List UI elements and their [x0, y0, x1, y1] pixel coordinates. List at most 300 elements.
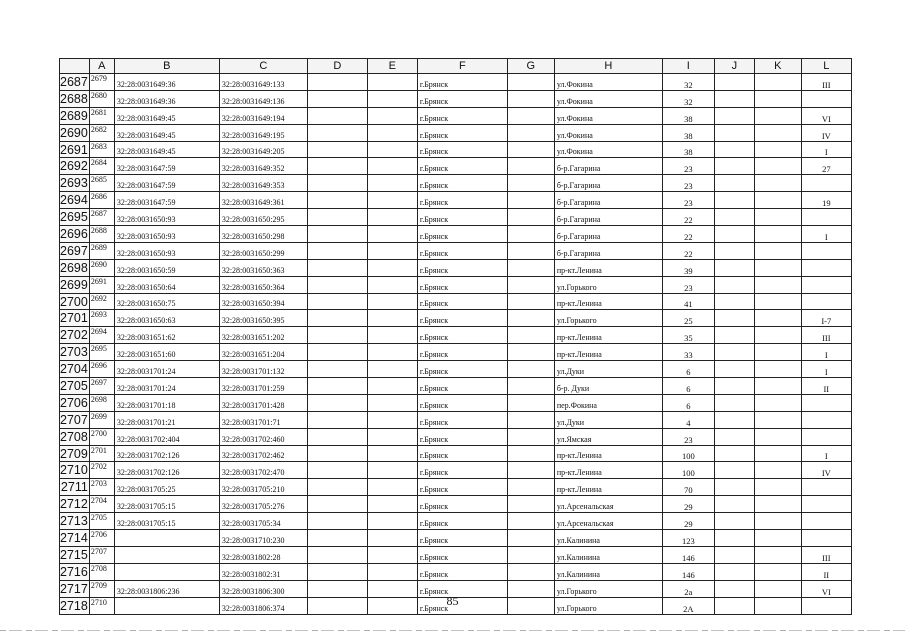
cell-k[interactable] — [754, 90, 801, 107]
cell-d[interactable] — [307, 496, 367, 513]
cell-f[interactable]: г.Брянск — [417, 597, 507, 614]
cell-h[interactable]: ул.Фокина — [554, 141, 662, 158]
cell-a[interactable]: 2683 — [89, 141, 114, 158]
cell-b[interactable]: 32:28:0031705:15 — [114, 513, 219, 530]
cell-f[interactable]: г.Брянск — [417, 141, 507, 158]
cell-i[interactable]: 22 — [662, 209, 714, 226]
cell-d[interactable] — [307, 479, 367, 496]
cell-g[interactable] — [507, 344, 554, 361]
cell-c[interactable]: 32:28:0031710:230 — [219, 530, 307, 547]
cell-c[interactable]: 32:28:0031650:395 — [219, 310, 307, 327]
cell-h[interactable]: пр-кт.Ленина — [554, 344, 662, 361]
row-number[interactable]: 2713 — [60, 514, 88, 529]
cell-d[interactable] — [307, 242, 367, 259]
cell-e[interactable] — [367, 158, 417, 175]
cell-l[interactable] — [801, 209, 851, 226]
cell-b[interactable]: 32:28:0031649:45 — [114, 124, 219, 141]
column-header-d[interactable]: D — [307, 59, 367, 74]
cell-h[interactable]: ул.Дуки — [554, 361, 662, 378]
cell-g[interactable] — [507, 276, 554, 293]
cell-g[interactable] — [507, 175, 554, 192]
cell-l[interactable] — [801, 242, 851, 259]
row-number[interactable]: 2689 — [60, 108, 88, 123]
cell-d[interactable] — [307, 293, 367, 310]
cell-b[interactable]: 32:28:0031650:64 — [114, 276, 219, 293]
cell-i[interactable]: 2А — [662, 597, 714, 614]
cell-e[interactable] — [367, 192, 417, 209]
cell-f[interactable]: г.Брянск — [417, 580, 507, 597]
cell-i[interactable]: 6 — [662, 361, 714, 378]
row-number[interactable]: 2708 — [60, 429, 88, 444]
cell-f[interactable]: г.Брянск — [417, 175, 507, 192]
cell-h[interactable]: б-р.Гагарина — [554, 158, 662, 175]
cell-b[interactable]: 32:28:0031701:24 — [114, 361, 219, 378]
cell-l[interactable]: 27 — [801, 158, 851, 175]
cell-j[interactable] — [714, 394, 754, 411]
cell-b[interactable]: 32:28:0031651:60 — [114, 344, 219, 361]
cell-f[interactable]: г.Брянск — [417, 226, 507, 243]
row-number[interactable]: 2702 — [60, 328, 88, 343]
cell-g[interactable] — [507, 428, 554, 445]
cell-d[interactable] — [307, 141, 367, 158]
cell-d[interactable] — [307, 361, 367, 378]
cell-d[interactable] — [307, 344, 367, 361]
cell-k[interactable] — [754, 394, 801, 411]
cell-f[interactable]: г.Брянск — [417, 310, 507, 327]
row-number[interactable]: 2690 — [60, 125, 88, 140]
cell-d[interactable] — [307, 462, 367, 479]
cell-a[interactable]: 2680 — [89, 90, 114, 107]
cell-d[interactable] — [307, 209, 367, 226]
row-number[interactable]: 2687 — [60, 74, 88, 89]
cell-b[interactable]: 32:28:0031705:15 — [114, 496, 219, 513]
cell-f[interactable]: г.Брянск — [417, 361, 507, 378]
cell-l[interactable]: VI — [801, 580, 851, 597]
cell-c[interactable]: 32:28:0031701:428 — [219, 394, 307, 411]
cell-h[interactable]: б-р. Дуки — [554, 378, 662, 395]
cell-i[interactable]: 23 — [662, 428, 714, 445]
cell-a[interactable]: 2691 — [89, 276, 114, 293]
cell-d[interactable] — [307, 445, 367, 462]
cell-h[interactable]: ул.Калинина — [554, 546, 662, 563]
cell-i[interactable]: 33 — [662, 344, 714, 361]
cell-i[interactable]: 32 — [662, 74, 714, 91]
cell-b[interactable]: 32:28:0031649:45 — [114, 107, 219, 124]
cell-f[interactable]: г.Брянск — [417, 546, 507, 563]
cell-b[interactable]: 32:28:0031702:126 — [114, 462, 219, 479]
cell-e[interactable] — [367, 479, 417, 496]
row-number[interactable]: 2705 — [60, 378, 88, 393]
cell-f[interactable]: г.Брянск — [417, 209, 507, 226]
cell-c[interactable]: 32:28:0031702:460 — [219, 428, 307, 445]
cell-c[interactable]: 32:28:0031650:299 — [219, 242, 307, 259]
cell-i[interactable]: 146 — [662, 546, 714, 563]
cell-a[interactable]: 2687 — [89, 209, 114, 226]
cell-e[interactable] — [367, 310, 417, 327]
cell-f[interactable]: г.Брянск — [417, 293, 507, 310]
column-header-b[interactable]: B — [114, 59, 219, 74]
cell-d[interactable] — [307, 394, 367, 411]
cell-g[interactable] — [507, 209, 554, 226]
row-number[interactable]: 2711 — [60, 480, 88, 495]
cell-a[interactable]: 2679 — [89, 74, 114, 91]
cell-b[interactable]: 32:28:0031651:62 — [114, 327, 219, 344]
cell-c[interactable]: 32:28:0031649:353 — [219, 175, 307, 192]
cell-i[interactable]: 23 — [662, 192, 714, 209]
cell-h[interactable]: б-р.Гагарина — [554, 226, 662, 243]
cell-j[interactable] — [714, 344, 754, 361]
cell-a[interactable]: 2698 — [89, 394, 114, 411]
cell-d[interactable] — [307, 310, 367, 327]
cell-e[interactable] — [367, 530, 417, 547]
cell-h[interactable]: ул.Горького — [554, 580, 662, 597]
cell-e[interactable] — [367, 378, 417, 395]
cell-h[interactable]: ул.Арсенальская — [554, 513, 662, 530]
cell-e[interactable] — [367, 428, 417, 445]
cell-k[interactable] — [754, 327, 801, 344]
cell-l[interactable]: III — [801, 74, 851, 91]
cell-a[interactable]: 2694 — [89, 327, 114, 344]
cell-j[interactable] — [714, 462, 754, 479]
cell-i[interactable]: 39 — [662, 259, 714, 276]
cell-j[interactable] — [714, 293, 754, 310]
cell-a[interactable]: 2701 — [89, 445, 114, 462]
row-number[interactable]: 2688 — [60, 91, 88, 106]
cell-k[interactable] — [754, 344, 801, 361]
cell-k[interactable] — [754, 530, 801, 547]
column-header-a[interactable]: A — [89, 59, 114, 74]
cell-b[interactable]: 32:28:0031650:59 — [114, 259, 219, 276]
cell-e[interactable] — [367, 242, 417, 259]
cell-d[interactable] — [307, 546, 367, 563]
cell-k[interactable] — [754, 428, 801, 445]
cell-g[interactable] — [507, 226, 554, 243]
cell-h[interactable]: ул.Горького — [554, 597, 662, 614]
column-header-f[interactable]: F — [417, 59, 507, 74]
cell-e[interactable] — [367, 361, 417, 378]
cell-c[interactable]: 32:28:0031802:31 — [219, 563, 307, 580]
cell-j[interactable] — [714, 310, 754, 327]
cell-c[interactable]: 32:28:0031649:133 — [219, 74, 307, 91]
cell-d[interactable] — [307, 259, 367, 276]
cell-l[interactable] — [801, 259, 851, 276]
cell-i[interactable]: 146 — [662, 563, 714, 580]
cell-e[interactable] — [367, 107, 417, 124]
cell-k[interactable] — [754, 563, 801, 580]
cell-a[interactable]: 2708 — [89, 563, 114, 580]
cell-a[interactable]: 2682 — [89, 124, 114, 141]
cell-c[interactable]: 32:28:0031649:361 — [219, 192, 307, 209]
cell-c[interactable]: 32:28:0031650:298 — [219, 226, 307, 243]
cell-g[interactable] — [507, 411, 554, 428]
cell-a[interactable]: 2706 — [89, 530, 114, 547]
cell-e[interactable] — [367, 293, 417, 310]
cell-a[interactable]: 2693 — [89, 310, 114, 327]
cell-c[interactable]: 32:28:0031802:28 — [219, 546, 307, 563]
cell-e[interactable] — [367, 124, 417, 141]
cell-f[interactable]: г.Брянск — [417, 394, 507, 411]
cell-a[interactable]: 2702 — [89, 462, 114, 479]
cell-a[interactable]: 2696 — [89, 361, 114, 378]
cell-j[interactable] — [714, 479, 754, 496]
cell-c[interactable]: 32:28:0031701:259 — [219, 378, 307, 395]
cell-i[interactable]: 100 — [662, 445, 714, 462]
cell-j[interactable] — [714, 209, 754, 226]
cell-k[interactable] — [754, 107, 801, 124]
cell-c[interactable]: 32:28:0031705:276 — [219, 496, 307, 513]
column-header-j[interactable]: J — [714, 59, 754, 74]
cell-h[interactable]: пр-кт.Ленина — [554, 462, 662, 479]
cell-h[interactable]: ул.Фокина — [554, 124, 662, 141]
cell-i[interactable]: 35 — [662, 327, 714, 344]
cell-e[interactable] — [367, 276, 417, 293]
cell-i[interactable]: 6 — [662, 378, 714, 395]
cell-d[interactable] — [307, 124, 367, 141]
row-number[interactable]: 2709 — [60, 446, 88, 461]
cell-i[interactable]: 100 — [662, 462, 714, 479]
cell-c[interactable]: 32:28:0031705:210 — [219, 479, 307, 496]
cell-b[interactable]: 32:28:0031650:63 — [114, 310, 219, 327]
cell-e[interactable] — [367, 445, 417, 462]
cell-j[interactable] — [714, 411, 754, 428]
cell-c[interactable]: 32:28:0031651:204 — [219, 344, 307, 361]
cell-l[interactable] — [801, 90, 851, 107]
cell-j[interactable] — [714, 378, 754, 395]
cell-c[interactable]: 32:28:0031649:194 — [219, 107, 307, 124]
cell-e[interactable] — [367, 175, 417, 192]
cell-b[interactable]: 32:28:0031701:18 — [114, 394, 219, 411]
cell-a[interactable]: 2684 — [89, 158, 114, 175]
cell-d[interactable] — [307, 158, 367, 175]
cell-f[interactable]: г.Брянск — [417, 276, 507, 293]
cell-f[interactable]: г.Брянск — [417, 158, 507, 175]
cell-l[interactable]: I — [801, 361, 851, 378]
cell-a[interactable]: 2695 — [89, 344, 114, 361]
cell-d[interactable] — [307, 276, 367, 293]
cell-h[interactable]: ул.Фокина — [554, 74, 662, 91]
cell-c[interactable]: 32:28:0031702:470 — [219, 462, 307, 479]
cell-c[interactable]: 32:28:0031702:462 — [219, 445, 307, 462]
cell-i[interactable]: 32 — [662, 90, 714, 107]
cell-l[interactable]: IV — [801, 124, 851, 141]
cell-j[interactable] — [714, 124, 754, 141]
cell-k[interactable] — [754, 293, 801, 310]
cell-g[interactable] — [507, 124, 554, 141]
cell-c[interactable]: 32:28:0031806:374 — [219, 597, 307, 614]
cell-l[interactable]: IV — [801, 462, 851, 479]
cell-g[interactable] — [507, 462, 554, 479]
cell-l[interactable] — [801, 394, 851, 411]
cell-g[interactable] — [507, 107, 554, 124]
cell-h[interactable]: ул.Горького — [554, 310, 662, 327]
cell-c[interactable]: 32:28:0031649:205 — [219, 141, 307, 158]
cell-a[interactable]: 2710 — [89, 597, 114, 614]
cell-l[interactable]: I — [801, 445, 851, 462]
cell-b[interactable] — [114, 563, 219, 580]
cell-d[interactable] — [307, 327, 367, 344]
cell-c[interactable]: 32:28:0031705:34 — [219, 513, 307, 530]
cell-a[interactable]: 2689 — [89, 242, 114, 259]
cell-j[interactable] — [714, 546, 754, 563]
cell-a[interactable]: 2692 — [89, 293, 114, 310]
cell-i[interactable]: 6 — [662, 394, 714, 411]
row-number[interactable]: 2701 — [60, 311, 88, 326]
cell-g[interactable] — [507, 90, 554, 107]
cell-f[interactable]: г.Брянск — [417, 74, 507, 91]
cell-i[interactable]: 41 — [662, 293, 714, 310]
cell-d[interactable] — [307, 226, 367, 243]
cell-a[interactable]: 2700 — [89, 428, 114, 445]
cell-j[interactable] — [714, 530, 754, 547]
cell-i[interactable]: 23 — [662, 276, 714, 293]
cell-h[interactable]: ул.Дуки — [554, 411, 662, 428]
cell-e[interactable] — [367, 327, 417, 344]
cell-g[interactable] — [507, 445, 554, 462]
cell-e[interactable] — [367, 563, 417, 580]
cell-j[interactable] — [714, 107, 754, 124]
cell-a[interactable]: 2709 — [89, 580, 114, 597]
cell-d[interactable] — [307, 513, 367, 530]
row-number[interactable]: 2717 — [60, 581, 88, 596]
row-number[interactable]: 2704 — [60, 362, 88, 377]
cell-i[interactable]: 29 — [662, 496, 714, 513]
cell-i[interactable]: 38 — [662, 107, 714, 124]
cell-f[interactable]: г.Брянск — [417, 344, 507, 361]
cell-e[interactable] — [367, 394, 417, 411]
cell-e[interactable] — [367, 411, 417, 428]
cell-i[interactable]: 38 — [662, 141, 714, 158]
cell-a[interactable]: 2697 — [89, 378, 114, 395]
cell-f[interactable]: г.Брянск — [417, 192, 507, 209]
cell-j[interactable] — [714, 496, 754, 513]
cell-l[interactable]: I — [801, 344, 851, 361]
cell-j[interactable] — [714, 513, 754, 530]
row-number[interactable]: 2718 — [60, 598, 88, 613]
cell-k[interactable] — [754, 496, 801, 513]
cell-l[interactable]: III — [801, 327, 851, 344]
cell-l[interactable]: I-7 — [801, 310, 851, 327]
cell-g[interactable] — [507, 378, 554, 395]
cell-f[interactable]: г.Брянск — [417, 90, 507, 107]
cell-j[interactable] — [714, 276, 754, 293]
cell-c[interactable]: 32:28:0031701:71 — [219, 411, 307, 428]
cell-e[interactable] — [367, 546, 417, 563]
cell-h[interactable]: ул.Калинина — [554, 530, 662, 547]
cell-h[interactable]: пр-кт.Ленина — [554, 293, 662, 310]
cell-d[interactable] — [307, 74, 367, 91]
cell-e[interactable] — [367, 141, 417, 158]
cell-a[interactable]: 2707 — [89, 546, 114, 563]
cell-h[interactable]: пр-кт.Ленина — [554, 445, 662, 462]
cell-b[interactable]: 32:28:0031701:24 — [114, 378, 219, 395]
cell-j[interactable] — [714, 242, 754, 259]
cell-l[interactable]: I — [801, 226, 851, 243]
cell-j[interactable] — [714, 563, 754, 580]
cell-l[interactable]: I — [801, 141, 851, 158]
cell-c[interactable]: 32:28:0031649:352 — [219, 158, 307, 175]
row-number[interactable]: 2710 — [60, 463, 88, 478]
cell-f[interactable]: г.Брянск — [417, 428, 507, 445]
cell-b[interactable]: 32:28:0031647:59 — [114, 192, 219, 209]
column-header-e[interactable]: E — [367, 59, 417, 74]
cell-j[interactable] — [714, 74, 754, 91]
cell-l[interactable]: VI — [801, 107, 851, 124]
cell-b[interactable]: 32:28:0031650:93 — [114, 226, 219, 243]
cell-f[interactable]: г.Брянск — [417, 124, 507, 141]
cell-b[interactable]: 32:28:0031650:93 — [114, 242, 219, 259]
cell-j[interactable] — [714, 175, 754, 192]
cell-e[interactable] — [367, 90, 417, 107]
row-number[interactable]: 2696 — [60, 226, 88, 241]
cell-k[interactable] — [754, 175, 801, 192]
cell-h[interactable]: ул.Горького — [554, 276, 662, 293]
cell-d[interactable] — [307, 563, 367, 580]
row-number[interactable]: 2716 — [60, 564, 88, 579]
cell-g[interactable] — [507, 496, 554, 513]
cell-k[interactable] — [754, 226, 801, 243]
cell-g[interactable] — [507, 479, 554, 496]
cell-d[interactable] — [307, 90, 367, 107]
row-number[interactable]: 2695 — [60, 210, 88, 225]
cell-d[interactable] — [307, 411, 367, 428]
cell-h[interactable]: ул.Ямская — [554, 428, 662, 445]
cell-l[interactable]: 19 — [801, 192, 851, 209]
cell-c[interactable]: 32:28:0031650:394 — [219, 293, 307, 310]
cell-k[interactable] — [754, 513, 801, 530]
cell-l[interactable]: II — [801, 378, 851, 395]
cell-f[interactable]: г.Брянск — [417, 462, 507, 479]
row-number[interactable]: 2715 — [60, 547, 88, 562]
row-number[interactable]: 2699 — [60, 277, 88, 292]
cell-l[interactable] — [801, 530, 851, 547]
cell-f[interactable]: г.Брянск — [417, 513, 507, 530]
cell-f[interactable]: г.Брянск — [417, 563, 507, 580]
row-number[interactable]: 2707 — [60, 412, 88, 427]
cell-l[interactable]: II — [801, 563, 851, 580]
cell-e[interactable] — [367, 344, 417, 361]
cell-a[interactable]: 2703 — [89, 479, 114, 496]
cell-i[interactable]: 22 — [662, 226, 714, 243]
cell-j[interactable] — [714, 90, 754, 107]
cell-k[interactable] — [754, 462, 801, 479]
row-number[interactable]: 2697 — [60, 243, 88, 258]
row-number[interactable]: 2714 — [60, 530, 88, 545]
cell-d[interactable] — [307, 192, 367, 209]
cell-i[interactable]: 23 — [662, 158, 714, 175]
cell-a[interactable]: 2699 — [89, 411, 114, 428]
cell-b[interactable]: 32:28:0031647:59 — [114, 158, 219, 175]
cell-i[interactable]: 25 — [662, 310, 714, 327]
cell-k[interactable] — [754, 141, 801, 158]
cell-k[interactable] — [754, 411, 801, 428]
cell-i[interactable]: 70 — [662, 479, 714, 496]
column-header-h[interactable]: H — [554, 59, 662, 74]
cell-d[interactable] — [307, 175, 367, 192]
cell-d[interactable] — [307, 378, 367, 395]
cell-h[interactable]: пр-кт.Ленина — [554, 259, 662, 276]
cell-f[interactable]: г.Брянск — [417, 530, 507, 547]
cell-g[interactable] — [507, 74, 554, 91]
cell-b[interactable]: 32:28:0031649:45 — [114, 141, 219, 158]
cell-a[interactable]: 2681 — [89, 107, 114, 124]
cell-d[interactable] — [307, 428, 367, 445]
column-header-i[interactable]: I — [662, 59, 714, 74]
cell-c[interactable]: 32:28:0031649:136 — [219, 90, 307, 107]
cell-e[interactable] — [367, 462, 417, 479]
cell-f[interactable]: г.Брянск — [417, 479, 507, 496]
cell-l[interactable] — [801, 496, 851, 513]
cell-h[interactable]: б-р.Гагарина — [554, 209, 662, 226]
